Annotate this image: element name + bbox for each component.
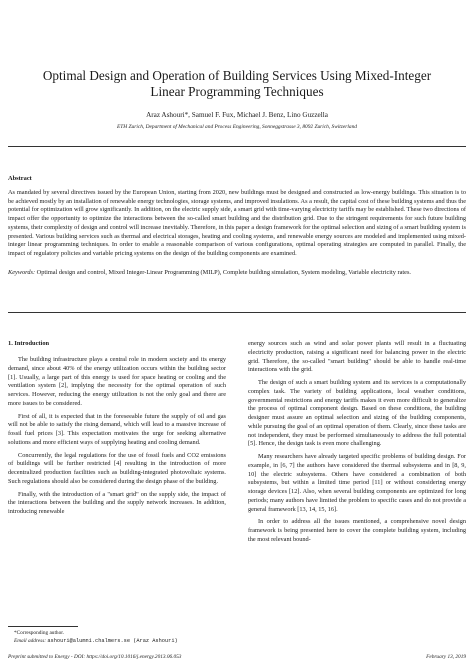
- abstract-heading: Abstract: [8, 175, 32, 182]
- section-heading-introduction: 1. Introduction: [8, 340, 50, 347]
- keywords: [8, 269, 466, 278]
- preprint-footer: Preprint submitted to Energy - DOI: https://doi.org/10.1016/j.energy.2013.06.053: [8, 654, 182, 660]
- paragraph: In order to address all the issues mentioned, a comprehensive novel design framework is being presented here to cover the complete building system, including the most relevant bound-: [248, 518, 466, 543]
- email-label: Email address:: [14, 637, 47, 644]
- paragraph: Concurrently, the legal regulations for the use of fossil fuels and CO2 emissions of buildings will be further restricted [4] resulting in the introduction of more decentralized production facilities such as building-integrated photovoltaic systems. Such regulations should also be considered during the design phase of the building.: [8, 451, 226, 485]
- abstract-text: As mandated by several directives issued by the European Union, starting from 2020, new buildings must be designed and constructed as low-energy buildings. This situation is to be achieved mostly by an installation of renewable energy technologies, storage systems, and improved insulations. As a result, the capital cost of these building systems and thus the potential for optimization will grow significantly. In addition, on the electric supply side, a smart grid with time-varying electricity tariffs may be established. These two directions of impact offer the opportunity to optimize the interactions between the so-called smart building and the distribution grid. Due to the stringent requirements for such future building systems, their complexity of design and control will increase inevitably. Therefore, in this paper a design framework for the optimal selection and sizing of a smart building system is presented. Various building services such as thermal and electrical storages, heating and cooling systems, and renewable energy sources are modeled and implemented using mixed-integer linear programming techniques. In order to enable a reasonable comparison of various configurations, optimal operating strategies are computed in parallel. Finally, the impact of regulatory policies and variable pricing systems on the design of the building components are examined.: [8, 189, 466, 257]
- paper-title: Optimal Design and Operation of Building Services Using Mixed-Integer Linear Programming Techniques: [42, 68, 432, 99]
- left-column: [8, 356, 226, 521]
- paragraph: Many researchers have already targeted specific problems of building design. For example, in [6, 7] the authors have considered the thermal subsystems and in [8, 9, 10] the electric subsystems. Others have considered a combination of both subsystems, but within a limited time period [11] or without considering energy storage devices [12]. Also, when several building components are optimized for long periods; many authors have limited the problem to specific cases and do not provide a general framework [13, 14, 15, 16].: [248, 453, 466, 513]
- email-line: [8, 638, 226, 646]
- email-address[interactable]: ashouri@alumni.chalmers.se (Araz Ashouri): [47, 637, 178, 644]
- abstract-top-rule: [8, 146, 466, 147]
- paragraph: energy sources such as wind and solar power plants will result in a fluctuating electricity production, raising a significant need for balancing power in the electric grid. Therefore, the so-called "smart building" should be able to handle real-time interactions with the grid.: [248, 340, 466, 374]
- paragraph: Finally, with the introduction of a "smart grid" on the supply side, the impact of the interactions between the building and the supply network increases. In addition, introducing renewable: [8, 490, 226, 515]
- abstract-bottom-rule: [8, 312, 466, 313]
- footnote-rule: [8, 626, 78, 627]
- date-footer: February 13, 2019: [426, 654, 466, 660]
- paragraph: The design of such a smart building system and its services is a computationally complex task. The variety of building applications, local weather conditions, governmental restrictions and energy tariffs makes it even more difficult to generalize the process of optimal component design. Based on these conditions, the building designer must assure an optimal selection and sizing of the building components, while pursuing the goal of an optimal operation of them. Clearly, since these tasks are not independent, they must be performed simultaneously to address the full potential [5]. Hence, the design task is even more challenging.: [248, 379, 466, 448]
- paragraph: The building infrastructure plays a central role in modern society and its energy demand, since about 40% of the energy utilization occurs within the building sector [1]. Usually, a large part of this energy is used for space heating or cooling and the ventilation system [2], implying the necessity for the optimal operation of such services. However, reducing the energy utilization is not the only goal and there are more issues to be considered.: [8, 356, 226, 407]
- affiliation: ETH Zurich, Department of Mechanical and Process Engineering, Sonneggstrasse 3, 8092 Zurich, Switzerland: [117, 124, 357, 130]
- paragraph: First of all, it is expected that in the foreseeable future the supply of oil and gas will not be able to satisfy the rising demand, which will lead to a massive increase of fossil fuel prices [3]. This expectation motivates the urge for seeking alternative solutions and more efficient ways of supplying heating and cooling demand.: [8, 412, 226, 446]
- keywords-text: Optimal design and control, Mixed Integer-Linear Programming (MILP), Complete building simulation, System modeling, Variable electricity rates.: [36, 269, 411, 276]
- right-column: [248, 340, 466, 549]
- footnote: [8, 630, 226, 645]
- corresponding-author-note: *Corresponding author.: [14, 630, 65, 636]
- author-list: Araz Ashouri*, Samuel F. Fux, Michael J. Benz, Lino Guzzella: [146, 111, 328, 119]
- keywords-label: Keywords:: [8, 269, 36, 276]
